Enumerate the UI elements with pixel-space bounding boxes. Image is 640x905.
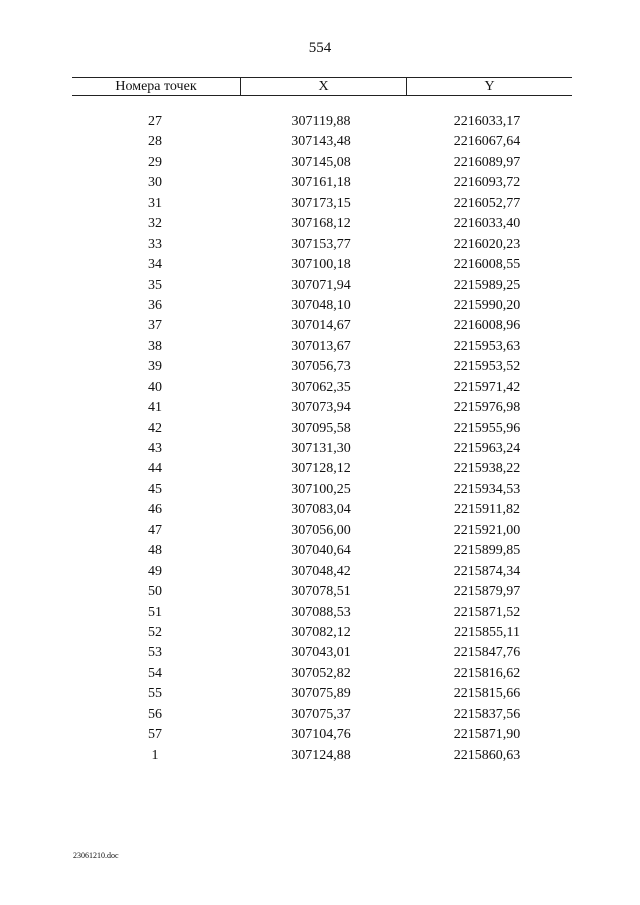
y-coordinate-cell: 2216008,55	[453, 257, 521, 273]
table-row	[72, 112, 572, 132]
table-row	[72, 194, 572, 214]
y-coordinate-cell: 2215879,97	[453, 584, 521, 600]
table-row	[72, 419, 572, 439]
coordinates-table-body	[72, 112, 572, 766]
table-row	[72, 398, 572, 418]
table-row	[72, 337, 572, 357]
x-coordinate-cell: 307052,82	[291, 665, 351, 681]
table-row	[72, 500, 572, 520]
x-coordinate-cell: 307082,12	[291, 624, 351, 640]
table-row	[72, 214, 572, 234]
table-row	[72, 316, 572, 336]
point-number-cell: 49	[148, 563, 162, 579]
y-coordinate-cell: 2216089,97	[453, 154, 521, 170]
y-coordinate-cell: 2215934,53	[453, 481, 521, 497]
y-coordinate-cell: 2215911,82	[454, 502, 520, 518]
x-coordinate-cell: 307078,51	[291, 584, 351, 600]
x-coordinate-cell: 307083,04	[291, 502, 351, 518]
y-coordinate-cell: 2215989,25	[453, 277, 521, 293]
x-coordinate-cell: 307075,37	[291, 706, 351, 722]
x-coordinate-cell: 307168,12	[291, 216, 351, 232]
point-number-cell: 40	[148, 379, 162, 395]
table-row	[72, 255, 572, 275]
header-x: X	[241, 78, 407, 95]
y-coordinate-cell: 2216067,64	[453, 134, 521, 150]
header-point-number: Номера точек	[72, 78, 241, 95]
y-coordinate-cell: 2215860,63	[453, 747, 521, 763]
x-coordinate-cell: 307056,00	[291, 522, 351, 538]
y-coordinate-cell: 2215847,76	[453, 645, 521, 661]
point-number-cell: 1	[151, 747, 159, 763]
point-number-cell: 32	[148, 216, 162, 232]
x-coordinate-cell: 307071,94	[291, 277, 351, 293]
table-row	[72, 439, 572, 459]
point-number-cell: 47	[148, 522, 162, 538]
x-coordinate-cell: 307095,58	[291, 420, 351, 436]
point-number-cell: 29	[148, 154, 162, 170]
x-coordinate-cell: 307062,35	[291, 379, 351, 395]
x-coordinate-cell: 307124,88	[291, 747, 351, 763]
table-row	[72, 296, 572, 316]
point-number-cell: 36	[148, 297, 162, 313]
y-coordinate-cell: 2216052,77	[453, 195, 521, 211]
table-row	[72, 276, 572, 296]
point-number-cell: 31	[148, 195, 162, 211]
x-coordinate-cell: 307013,67	[291, 338, 351, 354]
point-number-cell: 39	[148, 359, 162, 375]
point-number-cell: 45	[148, 481, 162, 497]
table-row	[72, 684, 572, 704]
point-number-cell: 51	[148, 604, 162, 620]
point-number-cell: 53	[148, 645, 162, 661]
table-row	[72, 623, 572, 643]
x-coordinate-cell: 307153,77	[291, 236, 351, 252]
point-number-cell: 57	[148, 727, 162, 743]
y-coordinate-cell: 2216008,96	[453, 318, 521, 334]
y-coordinate-cell: 2216033,40	[453, 216, 521, 232]
y-coordinate-cell: 2215955,96	[453, 420, 521, 436]
header-y: Y	[484, 78, 495, 94]
page-number: 554	[308, 40, 332, 56]
table-row	[72, 132, 572, 152]
point-number-cell: 48	[148, 543, 162, 559]
table-row	[72, 459, 572, 479]
table-row	[72, 725, 572, 745]
y-coordinate-cell: 2215871,52	[453, 604, 521, 620]
table-header	[72, 77, 572, 96]
point-number-cell: 50	[148, 584, 162, 600]
x-coordinate-cell: 307128,12	[291, 461, 351, 477]
table-row	[72, 664, 572, 684]
point-number-cell: 35	[148, 277, 162, 293]
x-coordinate-cell: 307100,25	[291, 481, 351, 497]
table-row	[72, 562, 572, 582]
point-number-cell: 41	[148, 400, 162, 416]
x-coordinate-cell: 307173,15	[291, 195, 351, 211]
y-coordinate-cell: 2215855,11	[454, 624, 520, 640]
table-row	[72, 153, 572, 173]
table-row	[72, 521, 572, 541]
y-coordinate-cell: 2215938,22	[453, 461, 521, 477]
point-number-cell: 38	[148, 338, 162, 354]
x-coordinate-cell: 307043,01	[291, 645, 351, 661]
table-row	[72, 235, 572, 255]
table-row	[72, 643, 572, 663]
y-coordinate-cell: 2215976,98	[453, 400, 521, 416]
table-row	[72, 357, 572, 377]
table-row	[72, 603, 572, 623]
y-coordinate-cell: 2215921,00	[453, 522, 521, 538]
x-coordinate-cell: 307048,10	[291, 297, 351, 313]
x-coordinate-cell: 307161,18	[291, 175, 351, 191]
point-number-cell: 27	[148, 114, 162, 129]
table-row	[72, 480, 572, 500]
x-coordinate-cell: 307014,67	[291, 318, 351, 334]
document-filename: 23061210.doc	[73, 851, 119, 860]
point-number-cell: 55	[148, 686, 162, 702]
point-number-cell: 54	[148, 665, 162, 681]
x-coordinate-cell: 307088,53	[291, 604, 351, 620]
point-number-cell: 56	[148, 706, 162, 722]
x-coordinate-cell: 307075,89	[291, 686, 351, 702]
x-coordinate-cell: 307073,94	[291, 400, 351, 416]
x-coordinate-cell: 307040,64	[291, 543, 351, 559]
point-number-cell: 43	[148, 441, 162, 456]
y-coordinate-cell: 2216020,23	[453, 236, 521, 252]
x-coordinate-cell: 307056,73	[291, 359, 351, 375]
x-coordinate-cell: 307104,76	[291, 727, 351, 743]
point-number-cell: 44	[148, 461, 162, 477]
y-coordinate-cell: 2215953,52	[453, 359, 521, 375]
x-coordinate-cell: 307145,08	[291, 154, 351, 170]
point-number-cell: 33	[148, 236, 162, 252]
table-row	[72, 582, 572, 602]
y-coordinate-cell: 2215990,20	[453, 297, 521, 313]
y-coordinate-cell: 2215899,85	[453, 543, 521, 559]
x-coordinate-cell: 307048,42	[291, 563, 351, 579]
y-coordinate-cell: 2215871,90	[453, 727, 521, 743]
table-row	[72, 378, 572, 398]
y-coordinate-cell: 2216093,72	[453, 175, 521, 191]
x-coordinate-cell: 307119,88	[291, 114, 351, 129]
x-coordinate-cell: 307131,30	[291, 441, 351, 456]
point-number-cell: 34	[148, 257, 162, 273]
table-row	[72, 541, 572, 561]
point-number-cell: 52	[148, 624, 162, 640]
y-coordinate-cell: 2215837,56	[453, 706, 521, 722]
point-number-cell: 37	[148, 318, 162, 334]
table-row	[72, 705, 572, 725]
table-row	[72, 746, 572, 766]
table-row	[72, 173, 572, 193]
y-coordinate-cell: 2215971,42	[453, 379, 521, 395]
y-coordinate-cell: 2216033,17	[453, 114, 521, 129]
x-coordinate-cell: 307100,18	[291, 257, 351, 273]
point-number-cell: 46	[148, 502, 162, 518]
y-coordinate-cell: 2215815,66	[453, 686, 521, 702]
point-number-cell: 28	[148, 134, 162, 150]
point-number-cell: 30	[148, 175, 162, 191]
y-coordinate-cell: 2215816,62	[453, 665, 521, 681]
y-coordinate-cell: 2215963,24	[453, 441, 521, 456]
y-coordinate-cell: 2215874,34	[453, 563, 521, 579]
x-coordinate-cell: 307143,48	[291, 134, 351, 150]
y-coordinate-cell: 2215953,63	[453, 338, 521, 354]
point-number-cell: 42	[148, 420, 162, 436]
